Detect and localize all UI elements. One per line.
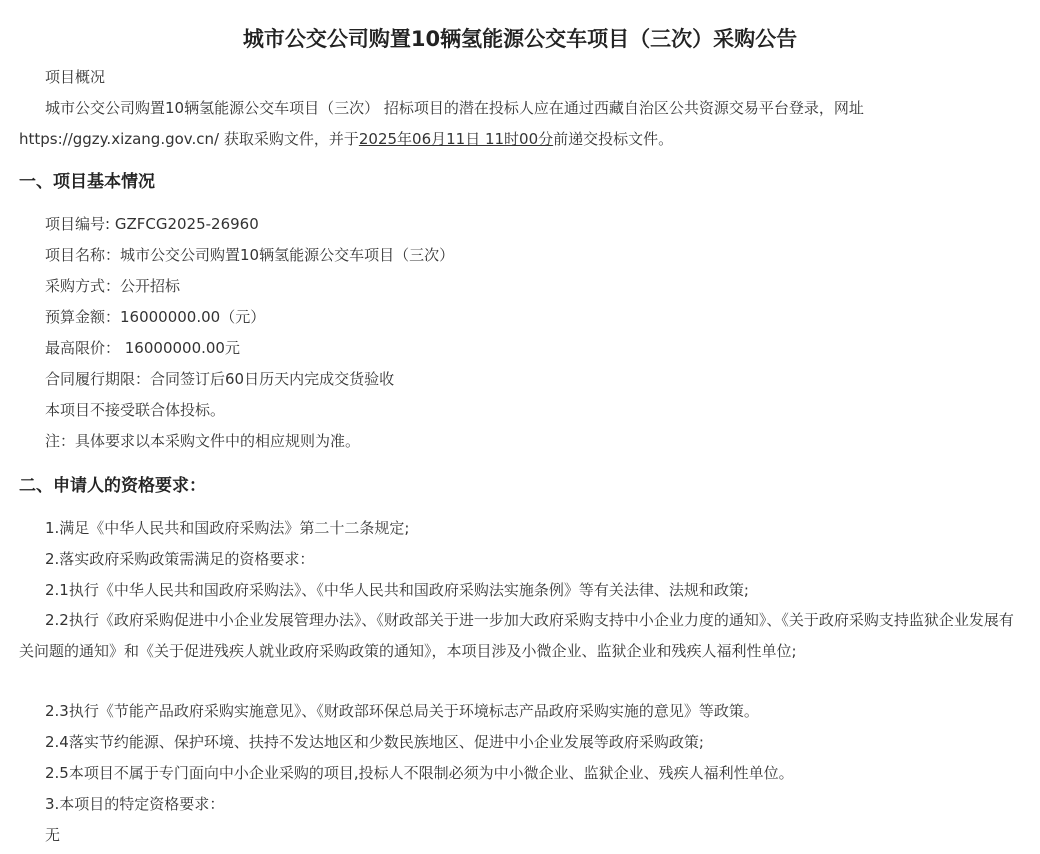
overview-intro-tail: 前递交投标文件。 [553, 130, 674, 148]
budget-amount: 预算金额：16000000.00（元） [45, 308, 266, 326]
qualification-item-1: 1.满足《中华人民共和国政府采购法》第二十二条规定; [45, 519, 410, 537]
qualification-item-2-1: 2.1执行《中华人民共和国政府采购法》、《中华人民共和国政府采购法实施条例》等有关法律、法规和政策; [45, 581, 749, 599]
consortium-note: 本项目不接受联合体投标。 [45, 401, 226, 419]
qualification-item-2-5: 2.5本项目不属于专门面向中小企业采购的项目,投标人不限制必须为中小微企业、监狱企业、残疾人福利性单位。 [45, 764, 794, 782]
procurement-method: 采购方式：公开招标 [45, 277, 181, 295]
project-number: 项目编号: GZFCG2025-26960 [45, 215, 259, 233]
specific-requirement-value: 无 [45, 826, 61, 844]
max-price: 最高限价： 16000000.00元 [45, 339, 240, 357]
page-title: 城市公交公司购置10辆氢能源公交车项目（三次）采购公告 [242, 27, 798, 51]
qualification-item-2-4: 2.4落实节约能源、保护环境、扶持不发达地区和少数民族地区、促进中小企业发展等政府采购政策; [45, 733, 704, 751]
requirement-note: 注：具体要求以本采购文件中的相应规则为准。 [45, 432, 361, 450]
overview-intro-text: 城市公交公司购置10辆氢能源公交车项目（三次） 招标项目的潜在投标人应在通过西藏自治区公共资源交易平台登录，网址 https://ggzy.xizang.gov.cn/ 获取采购文件，并于 [19, 99, 864, 148]
qualification-item-2-2: 2.2执行《政府采购促进中小企业发展管理办法》、《财政部关于进一步加大政府采购支持中小企业力度的通知》、《关于政府采购支持监狱企业发展有关问题的通知》和《关于促进残疾人就业政府采购政策的通知》，本项目涉及小微企业、监狱企业和残疾人福利性单位; [19, 611, 1014, 660]
submission-deadline: 2025年06月11日 11时00分 [358, 130, 554, 148]
overview-paragraph [19, 93, 1014, 155]
overview-label: 项目概况 [45, 68, 106, 86]
qualification-item-2: 2.落实政府采购政策需满足的资格要求： [45, 550, 315, 568]
section1-heading: 一、项目基本情况 [19, 172, 155, 192]
project-name: 项目名称：城市公交公司购置10辆氢能源公交车项目（三次） [45, 246, 455, 264]
section2-heading: 二、申请人的资格要求： [19, 476, 206, 496]
contract-period: 合同履行期限：合同签订后60日历天内完成交货验收 [45, 370, 395, 388]
qualification-item-2-3: 2.3执行《节能产品政府采购实施意见》、《财政部环保总局关于环境标志产品政府采购实施的意见》等政策。 [45, 702, 759, 720]
qualification-item-3: 3.本项目的特定资格要求： [45, 795, 225, 813]
